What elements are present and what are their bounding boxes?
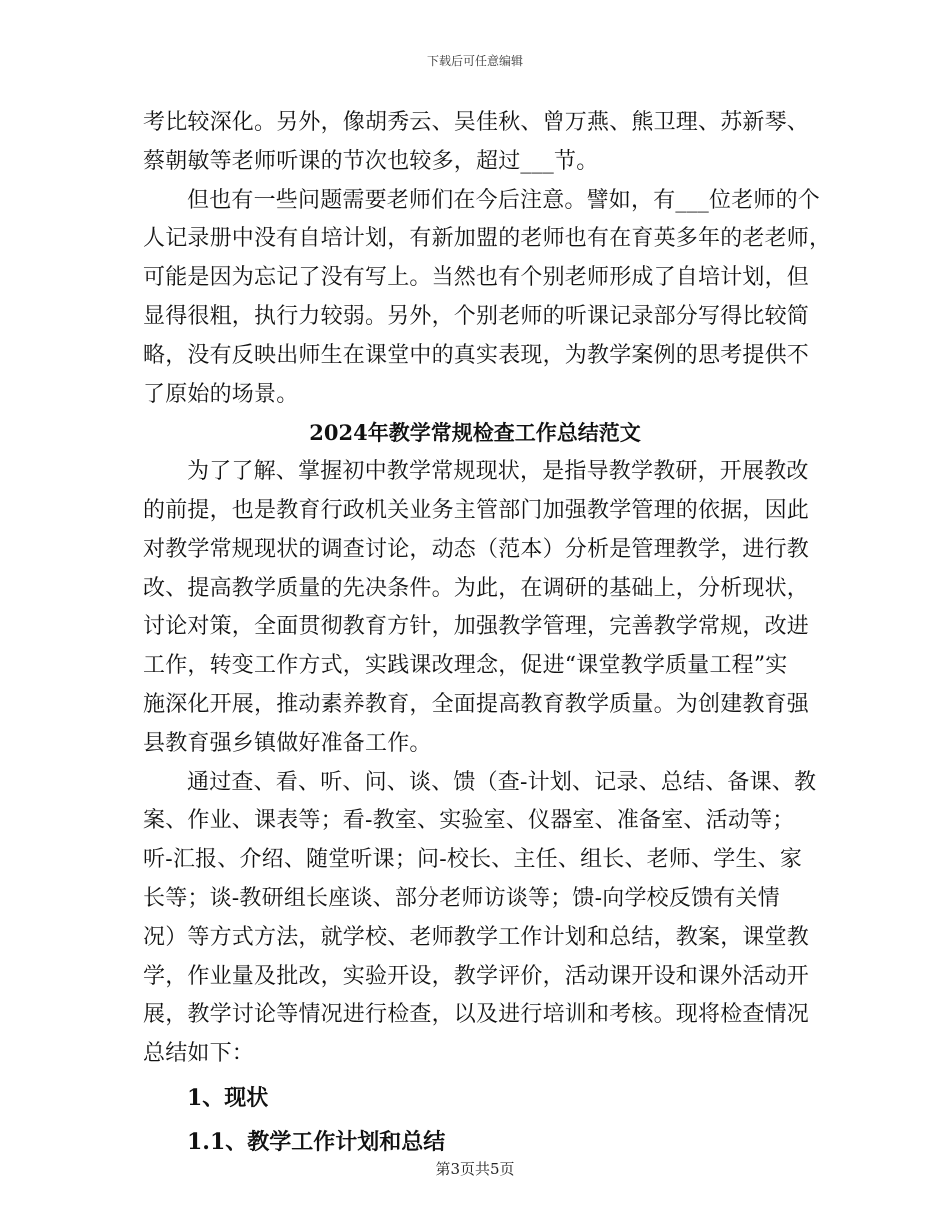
text-line: 案、作业、课表等；看-教室、实验室、仪器室、准备室、活动等； (143, 808, 795, 834)
paragraph-1 (143, 104, 810, 182)
text-line: 人记录册中没有自培计划，有新加盟的老师也有在育英多年的老老师， (143, 226, 832, 252)
text-line: 讨论对策，全面贯彻教育方针，加强教学管理，完善教学常规，改进 (143, 614, 810, 640)
text-line: 了原始的场景。 (143, 381, 299, 407)
text-line: 蔡朝敏等老师听课的节次也较多，超过___节。 (143, 148, 599, 174)
text-line: 可能是因为忘记了没有写上。当然也有个别老师形成了自培计划，但 (143, 265, 810, 291)
text-line: 学，作业量及批改，实验开设，教学评价，活动课开设和课外活动开 (143, 963, 810, 989)
text-line: 但也有一些问题需要老师们在今后注意。譬如，有___位老师的个 (187, 187, 821, 213)
paragraph-2 (143, 182, 832, 415)
section-title: 2024年教学常规检查工作总结范文 (309, 420, 641, 446)
text-line: 工作，转变工作方式，实践课改理念，促进“课堂教学质量工程”实 (143, 653, 788, 679)
text-line: 考比较深化。另外，像胡秀云、吴佳秋、曾万燕、熊卫理、苏新琴、 (143, 110, 810, 135)
text-line: 显得很粗，执行力较弱。另外，个别老师的听课记录部分写得比较简 (143, 303, 810, 329)
text-line: 况）等方式方法，就学校、老师教学工作计划和总结，教案，课堂教 (143, 924, 810, 950)
text-line: 略，没有反映出师生在课堂中的真实表现，为教学案例的思考提供不 (143, 342, 810, 368)
text-line: 改、提高教学质量的先决条件。为此，在调研的基础上，分析现状， (143, 575, 810, 601)
text-line: 听-汇报、介绍、随堂听课；问-校长、主任、组长、老师、学生、家 (143, 847, 803, 873)
paragraph-4 (143, 764, 817, 1074)
text-line: 通过查、看、听、问、谈、馈（查-计划、记录、总结、备课、教 (187, 769, 817, 795)
text-line: 县教育强乡镇做好准备工作。 (143, 730, 432, 756)
document-body (143, 104, 832, 1162)
text-line: 的前提，也是教育行政机关业务主管部门加强教学管理的依据，因此 (143, 497, 810, 523)
paragraph-3 (143, 453, 810, 763)
page-number: 第3页共5页 (435, 1160, 515, 1178)
heading-teaching-plan: 1.1、教学工作计划和总结 (187, 1128, 446, 1155)
text-line: 为了了解、掌握初中教学常规现状，是指导教学教研，开展教改 (187, 459, 809, 485)
heading-current-status: 1、现状 (187, 1084, 269, 1111)
page-header: 下载后可任意编辑 (426, 54, 523, 68)
text-line: 对教学常规现状的调查讨论，动态（范本）分析是管理教学，进行教 (143, 536, 810, 562)
text-line: 展，教学讨论等情况进行检查，以及进行培训和考核。现将检查情况 (143, 1002, 810, 1028)
text-line: 总结如下： (143, 1041, 255, 1067)
text-line: 施深化开展，推动素养教育，全面提高教育教学质量。为创建教育强 (143, 691, 810, 717)
text-line: 长等；谈-教研组长座谈、部分老师访谈等；馈-向学校反馈有关情 (143, 885, 780, 911)
